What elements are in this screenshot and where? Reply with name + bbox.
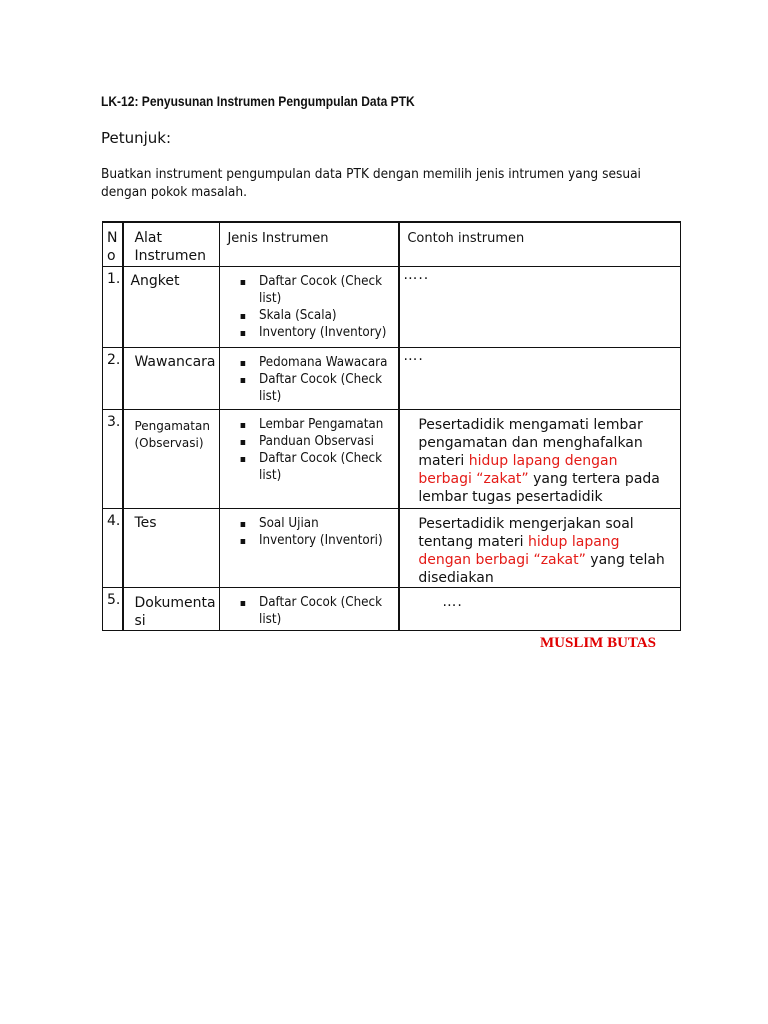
- row-jenis: [220, 266, 399, 347]
- instrument-table: [102, 221, 681, 631]
- author-signature: MUSLIM BUTAS: [540, 635, 656, 651]
- list-item: Daftar Cocok (Check list): [259, 371, 397, 405]
- table-row: [103, 347, 681, 409]
- table-row: [103, 508, 681, 587]
- contoh-dots: ….: [403, 347, 424, 364]
- list-item: Soal Ujian: [259, 515, 397, 532]
- table-row: [103, 266, 681, 347]
- list-item: Inventory (Inventori): [259, 532, 397, 549]
- intro-text: Buatkan instrument pengumpulan data PTK dengan memilih jenis intrumen yang sesuai dengan pokok masalah.: [101, 167, 641, 200]
- header-jenis: Jenis Instrumen: [220, 222, 399, 266]
- contoh-text: yang tertera pada lembar tugas pesertadidik: [418, 470, 660, 505]
- contoh-text: Pesertadidik mengerjakan soal tentang materi: [418, 515, 634, 550]
- row-number: 3.: [103, 409, 124, 508]
- row-jenis: [220, 347, 399, 409]
- list-item: Inventory (Inventory): [259, 324, 397, 341]
- table-row: [103, 587, 681, 630]
- contoh-dots: …..: [403, 266, 430, 283]
- header-contoh: Contoh instrumen: [399, 222, 680, 266]
- row-contoh: [399, 508, 680, 587]
- contoh-text: Pesertadidik mengamati lembar pengamatan dan menghafalkan materi: [418, 416, 643, 469]
- row-alat: Wawancara: [123, 347, 220, 409]
- list-item: Panduan Observasi: [259, 433, 397, 450]
- row-jenis: [220, 409, 399, 508]
- table-header-row: [103, 222, 681, 266]
- list-item: Skala (Scala): [259, 307, 397, 324]
- list-item: Daftar Cocok (Check list): [259, 273, 397, 307]
- row-alat: Pengamatan (Observasi): [123, 409, 220, 508]
- row-jenis: [220, 508, 399, 587]
- row-alat: Dokumentasi: [123, 587, 220, 630]
- row-alat: Angket: [123, 266, 220, 347]
- list-item: Lembar Pengamatan: [259, 416, 397, 433]
- table-row: [103, 409, 681, 508]
- petunjuk-label: Petunjuk:: [101, 129, 172, 147]
- header-no: N o: [103, 222, 124, 266]
- contoh-highlight: hidup lapang dengan berbagi “zakat”: [418, 452, 618, 487]
- row-contoh: [399, 266, 680, 347]
- row-number: 5.: [103, 587, 124, 630]
- row-alat: Tes: [123, 508, 220, 587]
- row-number: 2.: [103, 347, 124, 409]
- contoh-text: yang telah disediakan: [418, 551, 665, 586]
- row-jenis: [220, 587, 399, 630]
- contoh-dots: ….: [442, 593, 463, 610]
- row-contoh: [399, 587, 680, 630]
- row-number: 1.: [103, 266, 124, 347]
- list-item: Pedomana Wawacara: [259, 354, 397, 371]
- list-item: Daftar Cocok (Check list): [259, 594, 397, 628]
- row-contoh: [399, 409, 680, 508]
- list-item: Daftar Cocok (Check list): [259, 450, 397, 484]
- row-number: 4.: [103, 508, 124, 587]
- row-contoh: [399, 347, 680, 409]
- contoh-highlight: hidup lapang dengan berbagi “zakat”: [418, 533, 620, 568]
- header-alat: Alat Instrumen: [123, 222, 220, 266]
- document-title: LK-12: Penyusunan Instrumen Pengumpulan Data PTK: [101, 93, 415, 109]
